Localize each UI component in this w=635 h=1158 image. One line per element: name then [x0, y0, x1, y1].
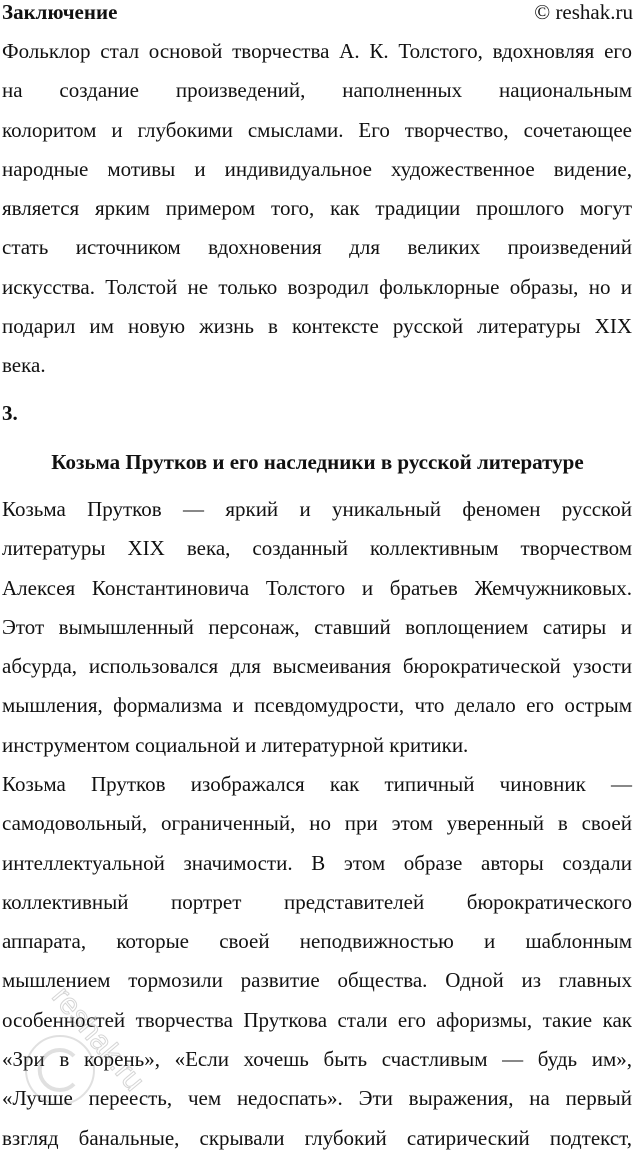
text-line: Фольклор стал основой творчества А. К. Толстого, вдохновляя его	[2, 39, 632, 63]
text-line: Алексея Константиновича Толстого и братьев Жемчужниковых.	[2, 575, 632, 600]
paragraph-conclusion	[2, 32, 632, 386]
section-heading: Козьма Прутков и его наследники в русской литературе	[51, 450, 584, 474]
text-line: особенностей творчества Пруткова стали его афоризмы, такие как	[2, 1007, 632, 1032]
paragraph-image	[2, 765, 632, 1158]
text-line: мышлением тормозили развитие общества. Одной из главных	[2, 968, 632, 993]
text-line: является ярким примером того, как традиции прошлого могут	[2, 196, 632, 221]
text-line: самодовольный, ограниченный, но при этом уверенный в своей	[2, 811, 632, 836]
text-line: инструментом социальной и литературной критики.	[2, 732, 469, 757]
text-line: интеллектуальной значимости. В этом образе авторы создали	[2, 850, 632, 875]
text-line: Козьма Прутков изображался как типичный чиновник —	[2, 772, 632, 796]
text-line: подарил им новую жизнь в контексте русской литературы XIX	[2, 314, 632, 339]
svg-text:reshak.ru: reshak.ru	[45, 980, 152, 1098]
text-line: аппарата, которые своей неподвижностью и шаблонным	[2, 929, 632, 954]
text-line: литературы XIX века, созданный коллективным творчеством	[2, 536, 632, 561]
paragraph-intro	[2, 490, 632, 765]
section-number: 3.	[2, 401, 18, 425]
text-line: «Лучше переесть, чем недоспать». Эти выражения, на первый	[2, 1086, 632, 1111]
text-line: колоритом и глубокими смыслами. Его творчество, сочетающее	[2, 117, 632, 142]
text-line: на создание произведений, наполненных национальным	[2, 78, 632, 103]
text-line: мышления, формализма и псевдомудрости, что делало его острым	[2, 693, 632, 718]
text-line: Этот вымышленный персонаж, ставший воплощением сатиры и	[2, 614, 632, 639]
page-title: Заключение	[2, 0, 118, 24]
text-line: Козьма Прутков — яркий и уникальный феномен русской	[2, 497, 632, 521]
text-line: искусства. Толстой не только возродил фольклорные образы, но и	[2, 274, 632, 299]
page-header	[2, 0, 633, 27]
text-line: века.	[2, 353, 46, 378]
text-line: взгляд банальные, скрывали глубокий сатирический подтекст,	[2, 1125, 632, 1150]
text-line: коллективный портрет представителей бюрократического	[2, 889, 632, 914]
text-line: стать источником вдохновения для великих произведений	[2, 235, 632, 260]
text-line: народные мотивы и индивидуальное художественное видение,	[2, 156, 632, 181]
text-line: «Зри в корень», «Если хочешь быть счастливым — будь им»,	[2, 1047, 632, 1072]
text-line: абсурда, использовался для высмеивания бюрократической узости	[2, 654, 632, 679]
copyright-notice: © reshak.ru	[534, 0, 633, 24]
